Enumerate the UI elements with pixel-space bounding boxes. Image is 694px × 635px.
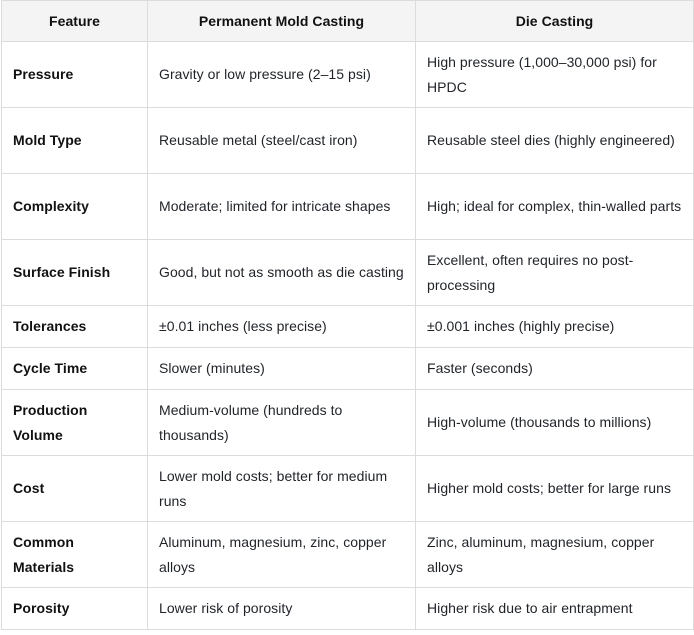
permanent-mold-cell: Good, but not as smooth as die casting (148, 240, 416, 306)
die-casting-cell: Zinc, aluminum, magnesium, copper alloys (416, 522, 694, 588)
permanent-mold-cell: Reusable metal (steel/cast iron) (148, 108, 416, 174)
feature-cell: Pressure (2, 42, 148, 108)
permanent-mold-cell: Slower (minutes) (148, 348, 416, 390)
header-die-casting: Die Casting (416, 1, 694, 42)
feature-cell: Surface Finish (2, 240, 148, 306)
feature-cell: Common Materials (2, 522, 148, 588)
table-row (2, 306, 694, 348)
die-casting-cell: Reusable steel dies (highly engineered) (416, 108, 694, 174)
table-row (2, 456, 694, 522)
comparison-table (1, 0, 694, 630)
table-row (2, 108, 694, 174)
feature-cell: Tolerances (2, 306, 148, 348)
die-casting-cell: High-volume (thousands to millions) (416, 390, 694, 456)
table-row (2, 522, 694, 588)
die-casting-cell: ±0.001 inches (highly precise) (416, 306, 694, 348)
die-casting-cell: High; ideal for complex, thin-walled parts (416, 174, 694, 240)
die-casting-cell: Excellent, often requires no post-processing (416, 240, 694, 306)
die-casting-cell: Higher mold costs; better for large runs (416, 456, 694, 522)
permanent-mold-cell: Moderate; limited for intricate shapes (148, 174, 416, 240)
table-row (2, 240, 694, 306)
die-casting-cell: Faster (seconds) (416, 348, 694, 390)
feature-cell: Production Volume (2, 390, 148, 456)
feature-cell: Porosity (2, 588, 148, 630)
permanent-mold-cell: Aluminum, magnesium, zinc, copper alloys (148, 522, 416, 588)
permanent-mold-cell: Gravity or low pressure (2–15 psi) (148, 42, 416, 108)
feature-cell: Cycle Time (2, 348, 148, 390)
permanent-mold-cell: Lower risk of porosity (148, 588, 416, 630)
table-row (2, 42, 694, 108)
table-body (2, 42, 694, 630)
table-row (2, 348, 694, 390)
die-casting-cell: Higher risk due to air entrapment (416, 588, 694, 630)
feature-cell: Cost (2, 456, 148, 522)
header-permanent-mold: Permanent Mold Casting (148, 1, 416, 42)
header-row (2, 1, 694, 42)
permanent-mold-cell: Medium-volume (hundreds to thousands) (148, 390, 416, 456)
permanent-mold-cell: ±0.01 inches (less precise) (148, 306, 416, 348)
table-row (2, 588, 694, 630)
table-row (2, 390, 694, 456)
permanent-mold-cell: Lower mold costs; better for medium runs (148, 456, 416, 522)
header-feature: Feature (2, 1, 148, 42)
feature-cell: Complexity (2, 174, 148, 240)
table-row (2, 174, 694, 240)
die-casting-cell: High pressure (1,000–30,000 psi) for HPDC (416, 42, 694, 108)
table-header (2, 1, 694, 42)
feature-cell: Mold Type (2, 108, 148, 174)
